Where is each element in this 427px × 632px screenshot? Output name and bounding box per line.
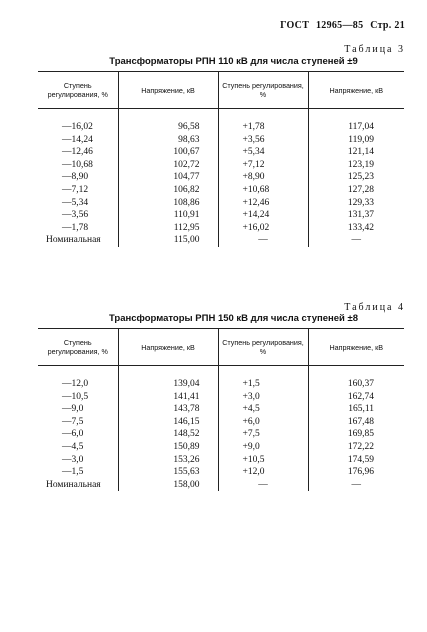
- table-cell: 108,86: [118, 197, 218, 210]
- table-cell: Номинальная: [46, 235, 101, 246]
- table-cell: —: [218, 234, 308, 247]
- table-cell: +9,0: [218, 441, 308, 454]
- table-cell: +6,0: [218, 416, 308, 429]
- table-cell: Номинальная: [46, 479, 101, 490]
- table-cell: 129,33: [308, 197, 404, 210]
- table-cell: —10,5: [62, 391, 89, 402]
- table-row: [38, 403, 404, 416]
- table-cell: +8,90: [218, 171, 308, 184]
- table-cell: —7,5: [62, 416, 84, 427]
- table-cell: —1,5: [62, 467, 84, 478]
- table4-caption: Трансформаторы РПН 150 кВ для числа ступеней ±8: [108, 313, 359, 324]
- table-cell: +7,5: [218, 428, 308, 441]
- table-row: [38, 171, 404, 184]
- table3-col-voltage-1: Напряжение, кВ: [118, 72, 218, 109]
- table-cell: 112,95: [118, 222, 218, 235]
- table-cell: 143,78: [118, 403, 218, 416]
- table-cell: 102,72: [118, 159, 218, 172]
- table-cell: 127,28: [308, 184, 404, 197]
- table4-col-voltage-2: Напряжение, кВ: [308, 329, 404, 366]
- page-header: [276, 20, 405, 31]
- table-cell: 117,04: [308, 109, 404, 134]
- table-row: [38, 234, 404, 247]
- table-cell: 96,58: [118, 109, 218, 134]
- table-cell: 169,85: [308, 428, 404, 441]
- table-cell: 148,52: [118, 428, 218, 441]
- table-cell: 125,23: [308, 171, 404, 184]
- table-row: [38, 197, 404, 210]
- table-row: [38, 159, 404, 172]
- table-cell: —7,12: [62, 184, 89, 195]
- table-cell: —14,24: [62, 134, 93, 145]
- table3-col-step-2: Ступень регулирования, %: [218, 72, 308, 109]
- table-cell: 106,82: [118, 184, 218, 197]
- table-row: [38, 366, 404, 391]
- table-cell: +10,5: [218, 454, 308, 467]
- table-cell: 167,48: [308, 416, 404, 429]
- table-cell: 115,00: [118, 234, 218, 247]
- table-cell: +1,5: [218, 366, 308, 391]
- table3-caption: Трансформаторы РПН 110 кВ для числа ступеней ±9: [109, 56, 358, 67]
- table-cell: 121,14: [308, 146, 404, 159]
- table-row: [38, 428, 404, 441]
- table-cell: —3,56: [62, 210, 89, 221]
- table-cell: —: [218, 479, 308, 492]
- table-cell: —3,0: [62, 454, 84, 465]
- table3-body: [38, 109, 404, 247]
- table-cell: 160,37: [308, 366, 404, 391]
- table3-header-row: [38, 72, 404, 109]
- table-cell: —16,02: [62, 122, 93, 132]
- table-cell: +14,24: [218, 209, 308, 222]
- table4-col-voltage-1: Напряжение, кВ: [118, 329, 218, 366]
- table-cell: 150,89: [118, 441, 218, 454]
- table-row: [38, 109, 404, 134]
- table-cell: 172,22: [308, 441, 404, 454]
- table-row: [38, 209, 404, 222]
- table-cell: —4,5: [62, 441, 84, 452]
- table-cell: —12,46: [62, 147, 93, 158]
- table-cell: +16,02: [218, 222, 308, 235]
- table-cell: —8,90: [62, 172, 89, 183]
- table-cell: 104,77: [118, 171, 218, 184]
- table-cell: —5,34: [62, 197, 89, 208]
- table-cell: +1,78: [218, 109, 308, 134]
- header-page: Стр. 21: [370, 20, 405, 31]
- table-cell: 146,15: [118, 416, 218, 429]
- table-cell: —: [308, 234, 404, 247]
- table-cell: —: [308, 479, 404, 492]
- table-cell: 123,19: [308, 159, 404, 172]
- table3-label: Таблица 3: [344, 44, 405, 55]
- table-cell: —12,0: [62, 379, 89, 389]
- table-cell: 153,26: [118, 454, 218, 467]
- table-cell: +3,0: [218, 391, 308, 404]
- table-row: [38, 479, 404, 492]
- table-cell: 100,67: [118, 146, 218, 159]
- table4-col-step-2: Ступень регулирования, %: [218, 329, 308, 366]
- header-number: 12965—85: [315, 20, 364, 31]
- table-cell: 110,91: [118, 209, 218, 222]
- table-cell: 155,63: [118, 466, 218, 479]
- table-row: [38, 146, 404, 159]
- table-row: [38, 134, 404, 147]
- table-cell: 119,09: [308, 134, 404, 147]
- table3: [38, 71, 404, 247]
- table-row: [38, 184, 404, 197]
- header-gost: ГОСТ: [280, 20, 310, 31]
- table4: [38, 328, 404, 491]
- table-cell: +12,46: [218, 197, 308, 210]
- table4-body: [38, 366, 404, 492]
- table-cell: +3,56: [218, 134, 308, 147]
- table-cell: +7,12: [218, 159, 308, 172]
- table-row: [38, 454, 404, 467]
- table-cell: 176,96: [308, 466, 404, 479]
- table-cell: 162,74: [308, 391, 404, 404]
- table-cell: —1,78: [62, 222, 89, 233]
- table4-col-step-1: Ступень регулирования, %: [38, 329, 118, 366]
- table4-label: Таблица 4: [344, 302, 405, 313]
- table3-col-voltage-2: Напряжение, кВ: [308, 72, 404, 109]
- table4-header-row: [38, 329, 404, 366]
- table-row: [38, 441, 404, 454]
- table3-col-step-1: Ступень регулирования, %: [38, 72, 118, 109]
- table-row: [38, 416, 404, 429]
- table-cell: —6,0: [62, 429, 84, 440]
- table-cell: —10,68: [62, 159, 93, 170]
- table-cell: 141,41: [118, 391, 218, 404]
- table-cell: 133,42: [308, 222, 404, 235]
- table-cell: 139,04: [118, 366, 218, 391]
- table-cell: 174,59: [308, 454, 404, 467]
- table-cell: 98,63: [118, 134, 218, 147]
- table-cell: +12,0: [218, 466, 308, 479]
- table-cell: +5,34: [218, 146, 308, 159]
- table-row: [38, 222, 404, 235]
- table-cell: 131,37: [308, 209, 404, 222]
- table-row: [38, 466, 404, 479]
- table-cell: 158,00: [118, 479, 218, 492]
- table-row: [38, 391, 404, 404]
- table-cell: —9,0: [62, 404, 84, 415]
- table-cell: +10,68: [218, 184, 308, 197]
- table-cell: 165,11: [308, 403, 404, 416]
- table-cell: +4,5: [218, 403, 308, 416]
